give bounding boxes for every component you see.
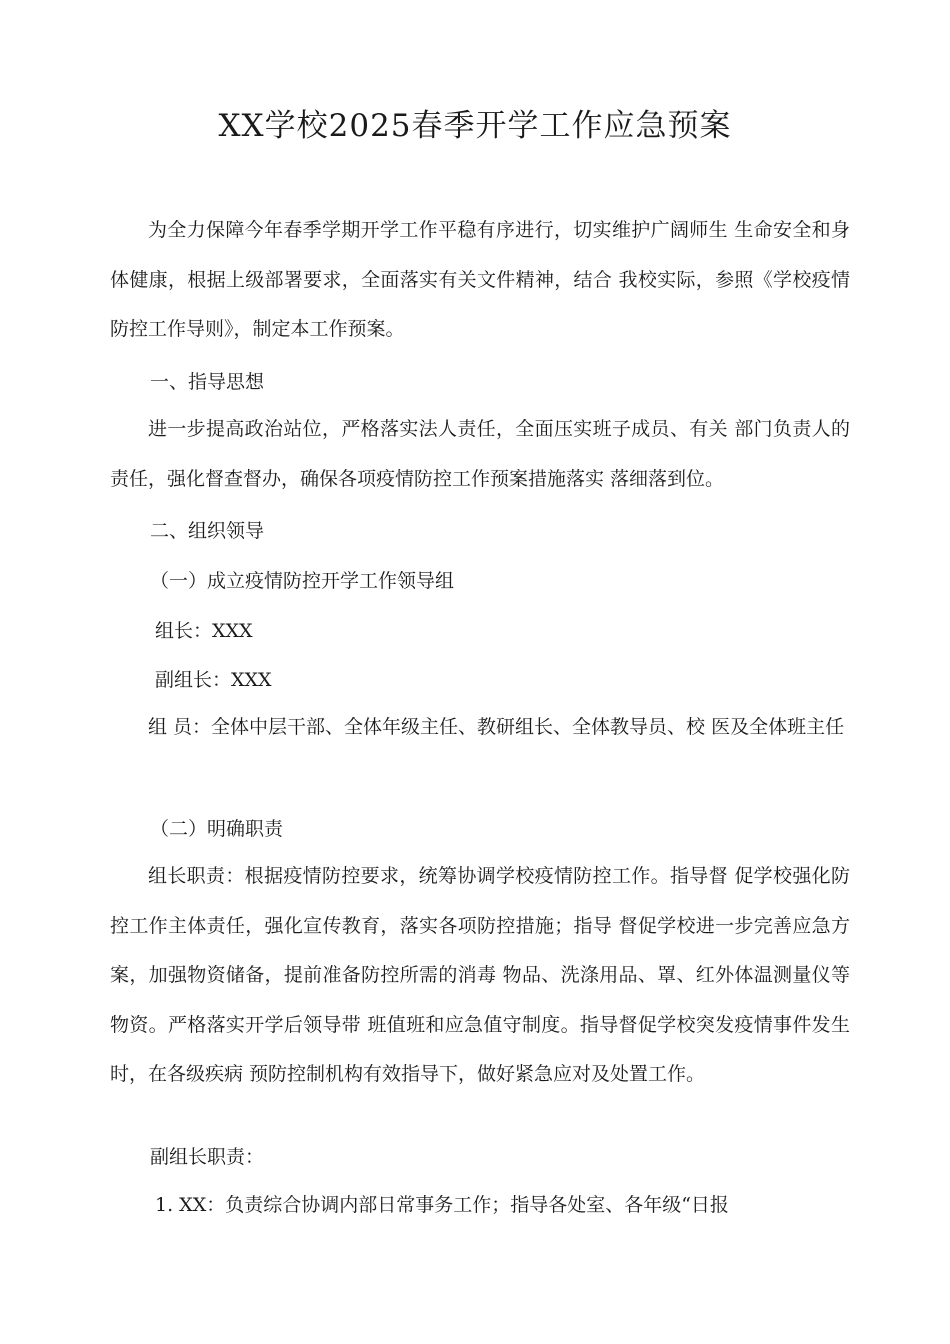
deputy-duty-item-1: 1. XX：负责综合协调内部日常事务工作；指导各处室、各年级“日报 — [155, 1194, 729, 1216]
subsection-heading-duties: （二）明确职责 — [150, 818, 284, 840]
group-leader-line: 组长：XXX — [155, 620, 253, 642]
section-heading-guiding-ideology: 一、指导思想 — [150, 371, 265, 393]
deputy-leader-line: 副组长：XXX — [155, 669, 272, 691]
section-heading-organization: 二、组织领导 — [150, 520, 265, 542]
guiding-ideology-paragraph: 进一步提高政治站位，严格落实法人责任，全面压实班子成员、有关 部门负责人的责任，强化督查督办，确保各项疫情防控工作预案措施落实 落细落到位。 — [110, 418, 850, 490]
intro-paragraph: 为全力保障今年春季学期开学工作平稳有序进行，切实维护广阔师生 生命安全和身体健康，根据上级部署要求，全面落实有关文件精神，结合 我校实际，参照《学校疫情防控工作导则》，制定本工作预案。 — [110, 219, 850, 340]
deputy-duties-heading: 副组长职责： — [150, 1146, 265, 1168]
leader-duties-paragraph: 组长职责：根据疫情防控要求，统筹协调学校疫情防控工作。指导督 促学校强化防控工作主体责任，强化宣传教育，落实各项防控措施；指导 督促学校进一步完善应急方案，加强物资储备，提前准备防控所需的消毒 物品、洗涤用品、罩、红外体温测量仪等物资。严格落实开学后领导带 班值班和应急值守制度。指导督促学校突发疫情事件发生时，在各级疾病 预防控制机构有效指导下，做好紧急应对及处置工作。 — [110, 865, 850, 1085]
members-paragraph: 组 员：全体中层干部、全体年级主任、教研组长、全体教导员、校 医及全体班主任 — [148, 716, 845, 738]
subsection-heading-leading-group: （一）成立疫情防控开学工作领导组 — [150, 570, 455, 592]
document-title: XX学校2025春季开学工作应急预案 — [218, 108, 732, 144]
